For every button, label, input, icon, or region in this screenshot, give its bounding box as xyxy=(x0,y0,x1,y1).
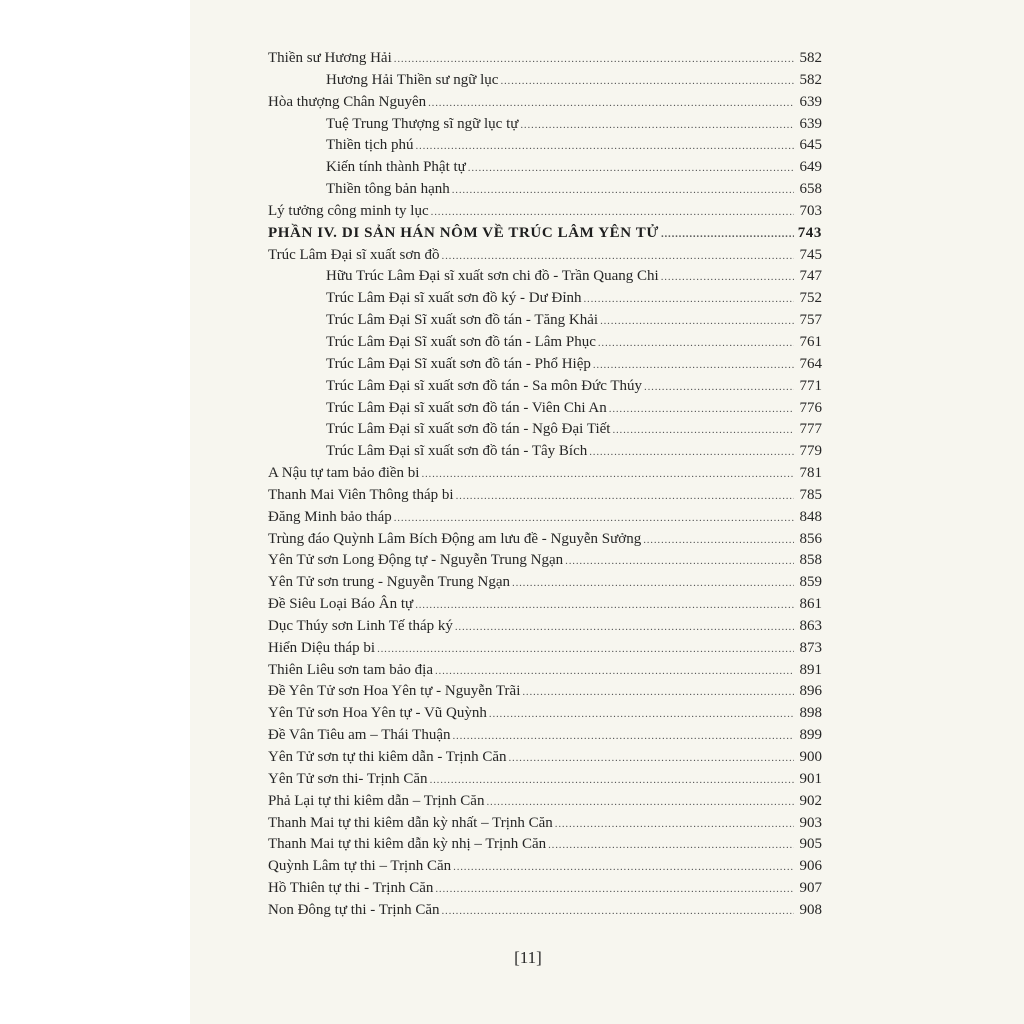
toc-entry-page: 902 xyxy=(799,792,822,809)
toc-entry-page: 582 xyxy=(799,50,822,66)
toc-entry xyxy=(268,507,822,529)
toc-subentry xyxy=(268,266,822,288)
toc-entry-page: 903 xyxy=(799,814,822,831)
toc-entry xyxy=(268,813,822,835)
toc-entry xyxy=(268,769,822,791)
toc-entry xyxy=(268,201,822,223)
toc-entry xyxy=(268,48,822,70)
toc-entry-title: Yên Tử sơn Hoa Yên tự - Vũ Quỳnh xyxy=(268,705,487,722)
dot-leader xyxy=(565,550,794,573)
dot-leader xyxy=(421,463,794,486)
toc-entry-title: Trùng đáo Quỳnh Lâm Bích Động am lưu đề - Nguyễn Sưởng xyxy=(268,530,642,547)
toc-section-heading xyxy=(268,223,822,245)
dot-leader xyxy=(555,813,794,836)
dot-leader xyxy=(430,769,794,792)
dot-leader xyxy=(548,834,794,857)
toc-entry-page: 757 xyxy=(799,312,822,329)
toc-entry xyxy=(268,725,822,747)
toc-entry-title: Đề Yên Tử sơn Hoa Yên tự - Nguyễn Trãi xyxy=(268,683,521,700)
toc-entry-title: Trúc Lâm Đại sĩ xuất sơn đồ ký - Dư Đỉnh xyxy=(326,290,582,307)
toc-entry-title: Yên Tử sơn thi- Trịnh Căn xyxy=(268,770,428,787)
toc-entry-page: 848 xyxy=(799,508,822,525)
toc-entry-page: 747 xyxy=(799,268,822,285)
dot-leader xyxy=(486,791,794,814)
toc-entry-title: Thanh Mai Viên Thông tháp bi xyxy=(268,486,454,503)
toc-subentry xyxy=(268,398,822,420)
dot-leader xyxy=(609,398,794,421)
toc-entry-title: A Nậu tự tam bảo điền bi xyxy=(268,465,420,482)
toc-subentry xyxy=(268,288,822,310)
toc-entry-page: 761 xyxy=(799,333,822,350)
toc-entry xyxy=(268,92,822,114)
dot-leader xyxy=(598,332,794,355)
dot-leader xyxy=(593,354,794,377)
toc-entry-title: Quỳnh Lâm tự thi – Trịnh Căn xyxy=(268,858,452,875)
toc-entry-title: Trúc Lâm Đại sĩ xuất sơn đồ tán - Ngô Đại Tiết xyxy=(326,421,611,438)
dot-leader xyxy=(644,376,794,399)
toc-entry-page: 743 xyxy=(797,224,822,241)
toc-entry-page: 639 xyxy=(799,93,822,110)
toc-entry-page: 856 xyxy=(799,530,822,547)
dot-leader xyxy=(589,441,794,464)
toc-entry-title: Yên Tử sơn tự thi kiêm dẫn - Trịnh Căn xyxy=(268,749,507,765)
toc-entry-page: 906 xyxy=(799,858,822,875)
dot-leader xyxy=(431,201,794,224)
toc-entry-page: 779 xyxy=(799,443,822,460)
dot-leader xyxy=(600,310,794,333)
toc-entry-title: Hồ Thiên tự thi - Trịnh Căn xyxy=(268,880,434,897)
toc-entry-page: 649 xyxy=(799,159,822,176)
toc-entry xyxy=(268,550,822,572)
dot-leader xyxy=(453,725,795,748)
toc-entry-title: Lý tưởng công minh ty lục xyxy=(268,202,429,219)
dot-leader xyxy=(468,157,794,180)
toc-entry-page: 781 xyxy=(799,465,822,482)
toc-entry-page: 863 xyxy=(799,617,822,634)
toc-entry-title: Thiên Liêu sơn tam bảo địa xyxy=(268,661,433,678)
toc-entry-title: Trúc Lâm Đại Sĩ xuất sơn đồ tán - Tăng Khải xyxy=(326,312,599,329)
toc-entry xyxy=(268,681,822,703)
toc-entry-title: Trúc Lâm Đại sĩ xuất sơn đồ tán - Tây Bích xyxy=(326,443,588,460)
toc-entry-page: 658 xyxy=(799,181,822,198)
toc-entry-page: 899 xyxy=(799,727,822,744)
toc-entry-page: 898 xyxy=(799,705,822,722)
toc-entry xyxy=(268,638,822,660)
toc-entry-title: Hiển Diệu tháp bi xyxy=(268,639,376,656)
toc-entry-title: Yên Tử sơn trung - Nguyễn Trung Ngạn xyxy=(268,574,511,591)
toc-entry xyxy=(268,834,822,856)
dot-leader xyxy=(661,223,794,246)
dot-leader xyxy=(612,419,794,442)
table-of-contents xyxy=(268,48,822,922)
dot-leader xyxy=(453,856,794,879)
toc-entry-page: 703 xyxy=(799,202,822,219)
toc-entry-title: Hương Hải Thiền sư ngữ lục xyxy=(326,71,499,88)
toc-entry xyxy=(268,878,822,900)
toc-entry-title: Tuệ Trung Thượng sĩ ngữ lục tự xyxy=(326,115,519,132)
toc-entry xyxy=(268,703,822,725)
dot-leader xyxy=(428,92,794,115)
toc-entry-page: 785 xyxy=(799,486,822,503)
toc-entry-title: Dục Thúy sơn Linh Tế tháp ký xyxy=(268,617,453,634)
dot-leader xyxy=(489,703,794,726)
toc-entry-title: Yên Tử sơn Long Động tự - Nguyễn Trung Ngạn xyxy=(268,552,564,569)
toc-entry-title: Thanh Mai tự thi kiêm dẫn kỳ nhất – Trịnh Căn xyxy=(268,814,553,831)
toc-entry-title: Đề Vân Tiêu am – Thái Thuận xyxy=(268,727,451,744)
toc-entry-title: Trúc Lâm Đại sĩ xuất sơn đồ tán - Viên Chi An xyxy=(326,399,607,416)
toc-entry-title: Thiền tông bản hạnh xyxy=(326,181,450,198)
dot-leader xyxy=(500,70,794,93)
dot-leader xyxy=(522,681,794,704)
toc-entry xyxy=(268,463,822,485)
toc-subentry xyxy=(268,354,822,376)
toc-entry-title: PHẦN IV. DI SẢN HÁN NÔM VỀ TRÚC LÂM YÊN TỬ xyxy=(268,224,659,241)
page-number-footer xyxy=(0,948,1024,968)
toc-entry xyxy=(268,245,822,267)
toc-entry-page: 645 xyxy=(799,137,822,154)
toc-entry-page: 777 xyxy=(799,421,822,438)
toc-entry-title: Hữu Trúc Lâm Đại sĩ xuất sơn chi đồ - Trần Quang Chi xyxy=(326,268,659,285)
dot-leader xyxy=(415,135,794,158)
dot-leader xyxy=(394,48,794,71)
toc-entry-page: 896 xyxy=(799,683,822,700)
toc-subentry xyxy=(268,70,822,92)
toc-entry xyxy=(268,747,822,769)
toc-entry-title: Trúc Lâm Đại sĩ xuất sơn đồ xyxy=(268,246,440,263)
dot-leader xyxy=(661,266,794,289)
toc-entry xyxy=(268,900,822,922)
dot-leader xyxy=(442,245,794,268)
toc-entry-page: 907 xyxy=(799,880,822,897)
dot-leader xyxy=(456,485,794,508)
toc-subentry xyxy=(268,441,822,463)
toc-entry-title: Hòa thượng Chân Nguyên xyxy=(268,93,427,110)
dot-leader xyxy=(512,572,794,595)
toc-entry-title: Trúc Lâm Đại Sĩ xuất sơn đồ tán - Phổ Hiệp xyxy=(326,355,591,372)
toc-entry-page: 771 xyxy=(799,377,822,394)
toc-entry-page: 873 xyxy=(799,639,822,656)
dot-leader xyxy=(394,507,794,530)
toc-subentry xyxy=(268,157,822,179)
toc-entry-title: Non Đông tự thi - Trịnh Căn xyxy=(268,901,440,918)
toc-entry-page: 859 xyxy=(799,574,822,591)
toc-entry-page: 908 xyxy=(799,901,822,918)
toc-entry-page: 639 xyxy=(799,115,822,132)
dot-leader xyxy=(415,594,794,617)
toc-entry xyxy=(268,594,822,616)
toc-entry xyxy=(268,856,822,878)
toc-entry xyxy=(268,791,822,813)
dot-leader xyxy=(435,660,794,683)
toc-entry xyxy=(268,485,822,507)
toc-subentry xyxy=(268,376,822,398)
toc-entry xyxy=(268,572,822,594)
toc-entry-page: 861 xyxy=(799,596,822,613)
toc-entry-page: 752 xyxy=(799,290,822,307)
toc-entry-page: 764 xyxy=(799,355,822,372)
toc-subentry xyxy=(268,114,822,136)
dot-leader xyxy=(452,179,794,202)
toc-entry-title: Thanh Mai tự thi kiêm dẫn kỳ nhị – Trịnh Căn xyxy=(268,836,547,853)
toc-entry-title: Trúc Lâm Đại Sĩ xuất sơn đồ tán - Lâm Phục xyxy=(326,333,596,350)
dot-leader xyxy=(643,529,794,552)
toc-subentry xyxy=(268,135,822,157)
toc-entry-page: 901 xyxy=(799,770,822,787)
toc-entry xyxy=(268,660,822,682)
toc-entry-page: 582 xyxy=(799,71,822,88)
dot-leader xyxy=(520,114,794,137)
toc-entry-page: 905 xyxy=(799,836,822,853)
toc-entry-title: Đăng Minh bảo tháp xyxy=(268,508,392,525)
toc-entry-title: Đề Siêu Loại Báo Ân tự xyxy=(268,596,414,613)
toc-entry-title: Kiến tính thành Phật tự xyxy=(326,159,466,176)
toc-entry-page: 776 xyxy=(799,399,822,416)
toc-subentry xyxy=(268,310,822,332)
toc-entry xyxy=(268,529,822,551)
toc-subentry xyxy=(268,179,822,201)
toc-entry-page: 858 xyxy=(799,552,822,569)
page-number: [11] xyxy=(514,948,542,967)
dot-leader xyxy=(377,638,794,661)
toc-entry-title: Trúc Lâm Đại sĩ xuất sơn đồ tán - Sa môn Đức Thúy xyxy=(326,377,643,394)
dot-leader xyxy=(509,747,795,770)
dot-leader xyxy=(455,616,794,639)
dot-leader xyxy=(584,288,795,311)
toc-entry-title: Thiền tịch phú xyxy=(326,137,414,154)
toc-entry-page: 745 xyxy=(799,246,822,263)
toc-subentry xyxy=(268,419,822,441)
toc-subentry xyxy=(268,332,822,354)
dot-leader xyxy=(441,900,794,923)
toc-entry-title: Phả Lại tự thi kiêm dẫn – Trịnh Căn xyxy=(268,792,485,809)
dot-leader xyxy=(435,878,794,901)
toc-entry-page: 891 xyxy=(799,661,822,678)
toc-entry-title: Thiền sư Hương Hải xyxy=(268,50,392,66)
toc-entry xyxy=(268,616,822,638)
toc-entry-page: 900 xyxy=(799,749,822,765)
